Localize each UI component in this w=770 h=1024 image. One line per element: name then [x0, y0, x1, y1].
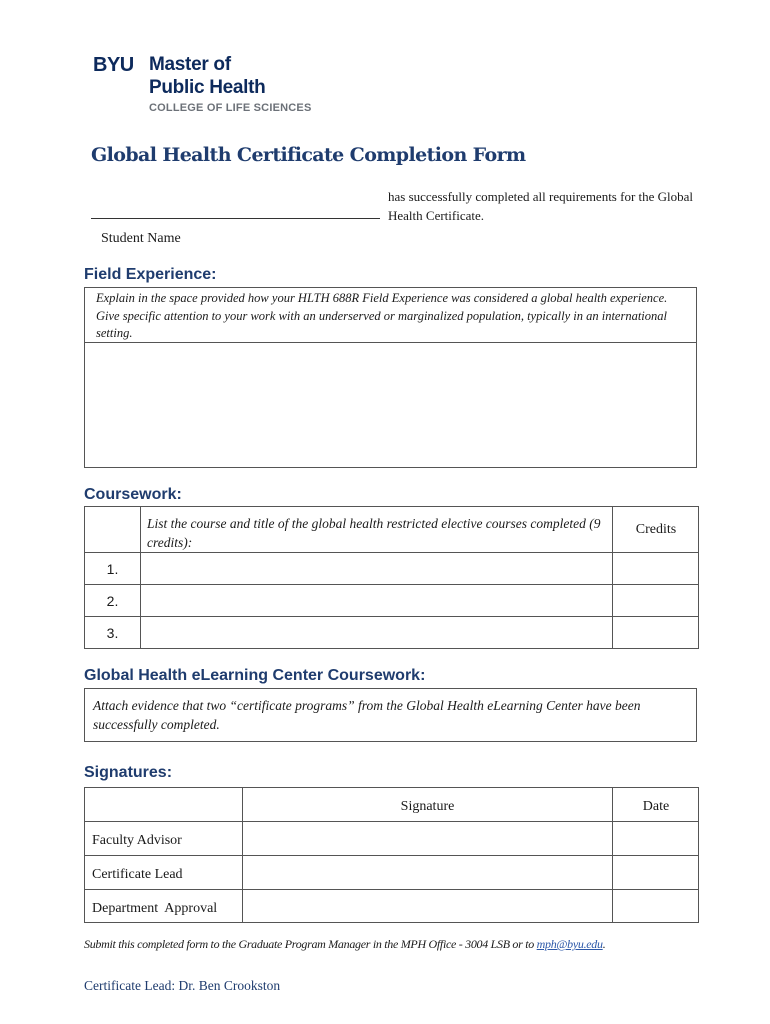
student-name-label: Student Name: [101, 231, 181, 246]
coursework-row-number: 2.: [106, 593, 119, 609]
logo-line-3: COLLEGE OF LIFE SCIENCES: [149, 102, 312, 114]
coursework-credits-cell[interactable]: [613, 585, 698, 616]
coursework-credits-cell[interactable]: [613, 617, 698, 648]
elearning-heading: Global Health eLearning Center Coursework:: [84, 667, 426, 684]
signature-field[interactable]: [243, 822, 612, 855]
logo-line-2: Public Health: [149, 77, 266, 98]
signature-column-header: Signature: [400, 799, 455, 814]
email-link[interactable]: mph@byu.edu: [536, 937, 603, 951]
coursework-column-header: List the course and title of the global health restricted elective courses completed (9 credits):: [147, 516, 601, 550]
date-column-header: Date: [642, 799, 670, 814]
coursework-course-cell[interactable]: [141, 617, 612, 648]
logo-line-1: Master of: [149, 54, 231, 75]
signature-role-faculty-advisor: Faculty Advisor: [92, 833, 182, 848]
form-title: Global Health Certificate Completion Form: [91, 144, 526, 166]
field-experience-response-area[interactable]: [85, 343, 696, 467]
coursework-course-cell[interactable]: [141, 553, 612, 584]
elearning-instructions: Attach evidence that two “certificate programs” from the Global Health eLearning Center have been successfully completed.: [93, 698, 641, 732]
signatures-heading: Signatures:: [84, 764, 173, 781]
field-experience-instructions: Explain in the space provided how your HLTH 688R Field Experience was considered a global health experience. Give specific attention to your work with an underserved or marginalized population, typically in an international setting.: [96, 291, 668, 340]
submit-end: .: [602, 937, 606, 951]
coursework-heading: Coursework:: [84, 486, 182, 503]
coursework-row-number: 1.: [106, 561, 119, 577]
date-field[interactable]: [613, 822, 698, 855]
signature-role-department-approval: Department Approval: [92, 901, 218, 916]
submit-instructions: [84, 937, 605, 952]
date-field[interactable]: [613, 890, 698, 922]
date-field[interactable]: [613, 856, 698, 889]
logo-byu-mark: BYU: [93, 54, 134, 76]
submit-text: Submit this completed form to the Graduate Program Manager in the MPH Office - 3004 LSB or to: [84, 937, 537, 951]
footer-certificate-lead: Certificate Lead: Dr. Ben Crookston: [84, 978, 281, 993]
coursework-credits-cell[interactable]: [613, 553, 698, 584]
credits-column-header: Credits: [635, 522, 677, 537]
signature-role-certificate-lead: Certificate Lead: [92, 867, 183, 882]
student-name-line[interactable]: [91, 218, 380, 219]
completion-statement: has successfully completed all requirements for the Global Health Certificate.: [388, 189, 694, 223]
signature-field[interactable]: [243, 856, 612, 889]
signature-field[interactable]: [243, 890, 612, 922]
field-experience-heading: Field Experience:: [84, 266, 217, 283]
coursework-row-number: 3.: [106, 625, 119, 641]
coursework-course-cell[interactable]: [141, 585, 612, 616]
